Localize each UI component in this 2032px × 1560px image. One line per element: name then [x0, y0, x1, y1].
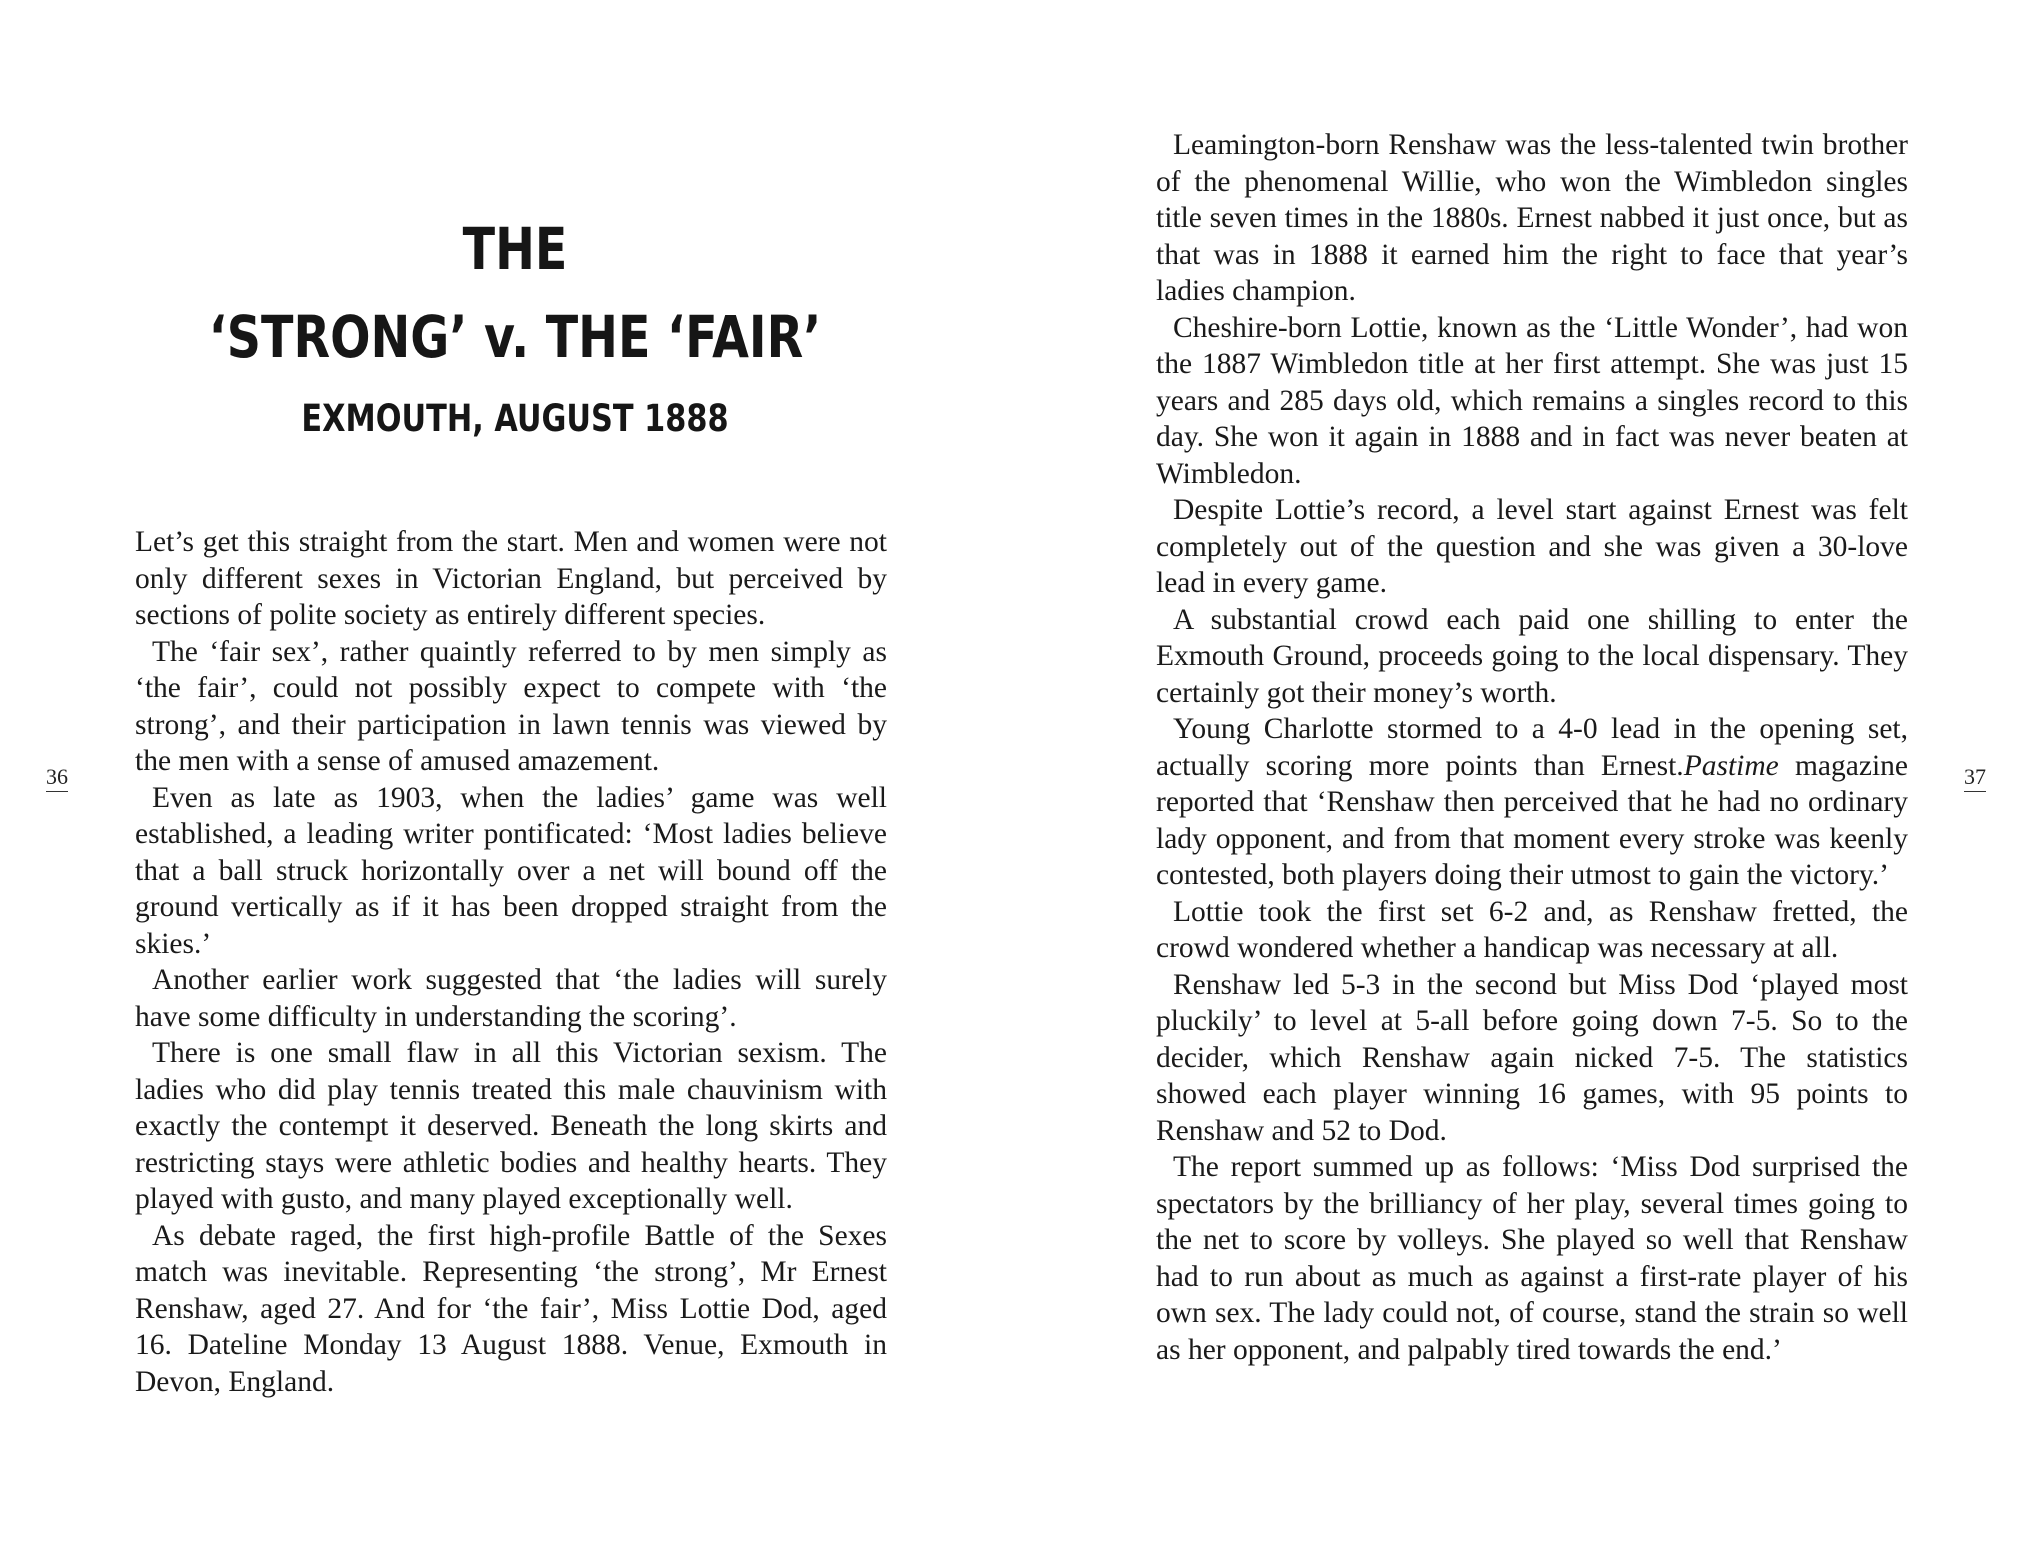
paragraph: A substantial crowd each paid one shilling to enter the Exmouth Ground, proceeds going to the local dispensary. They certainly got their money’s worth.	[1156, 603, 1908, 709]
page-number-right: 37	[1964, 764, 1986, 792]
magazine-title: Pastime	[1683, 749, 1779, 782]
paragraph: Despite Lottie’s record, a level start against Ernest was felt completely out of the question and she was given a 30-love lead in every game.	[1156, 494, 1908, 599]
paragraph: Renshaw led 5-3 in the second but Miss Dod ‘played most pluckily’ to level at 5-all before going down 7-5. So to the decider, which Renshaw again nicked 7-5. The statistics showed each player winning 16 games, with 95 points to Renshaw and 52 to Dod.	[1156, 968, 1908, 1147]
page-number-left: 36	[46, 764, 68, 792]
left-body-text	[135, 524, 887, 1400]
chapter-title	[203, 205, 826, 381]
chapter-title-line-2: ‘STRONG’ v. THE ‘FAIR’	[208, 303, 822, 371]
paragraph: The ‘fair sex’, rather quaintly referred to by men simply as ‘the fair’, could not possibly expect to compete with ‘the strong’, and their participation in lawn tennis was viewed by the men with a sense of amused amazement.	[135, 635, 887, 777]
chapter-subtitle: EXMOUTH, AUGUST 1888	[301, 397, 729, 440]
paragraph: As debate raged, the first high-profile Battle of the Sexes match was inevitable. Representing ‘the strong’, Mr Ernest Renshaw, aged 27. And for ‘the fair’, Miss Lottie Dod, aged 16. Dateline Monday 13 August 1888. Venue, Exmouth in Devon, England.	[135, 1219, 887, 1398]
chapter-heading	[135, 205, 895, 443]
paragraph: Lottie took the first set 6-2 and, as Renshaw fretted, the crowd wondered whether a handicap was necessary at all.	[1156, 895, 1908, 964]
paragraph: Another earlier work suggested that ‘the ladies will surely have some difficulty in understanding the scoring’.	[135, 964, 887, 1033]
paragraph-with-italic	[1156, 711, 1908, 894]
paragraph: Even as late as 1903, when the ladies’ game was well established, a leading writer pontificated: ‘Most ladies believe that a ball struck horizontally over a net will bound off the ground vertically as if it has been dropped straight from the skies.’	[135, 781, 887, 960]
paragraph: Leamington-born Renshaw was the less-talented twin brother of the phenomenal Willie, who won the Wimbledon singles title seven times in the 1880s. Ernest nabbed it just once, but as that was in 1888 it earned him the right to face that year’s ladies champion.	[1156, 129, 1908, 307]
paragraph-text: magazine reported that ‘Renshaw then perceived that he had no ordinary lady opponent, and from that moment every stroke was keenly contested, both players doing their utmost to gain the victory.’	[1156, 749, 1908, 891]
paragraph: The report summed up as follows: ‘Miss Dod surprised the spectators by the brilliancy of her play, several times going to the net to score by volleys. She played so well that Renshaw had to run about as much as against a first-rate player of his own sex. The lady could not, of course, stand the strain so well as her opponent, and palpably tired towards the end.’	[1156, 1151, 1908, 1366]
paragraph: Cheshire-born Lottie, known as the ‘Little Wonder’, had won the 1887 Wimbledon title at her first attempt. She was just 15 years and 285 days old, which remains a singles record to this day. She won it again in 1888 and in fact was never beaten at Wimbledon.	[1156, 311, 1908, 490]
chapter-title-line-1: THE	[462, 215, 568, 283]
paragraph-text: Young Charlotte stormed to a 4-0 lead in the opening set, actually scoring more points than Ernest.	[1156, 713, 1908, 782]
right-body-text	[1156, 127, 1908, 1368]
paragraph: There is one small flaw in all this Victorian sexism. The ladies who did play tennis treated this male chauvinism with exactly the contempt it deserved. Beneath the long skirts and restricting stays were athletic bodies and healthy hearts. They played with gusto, and many played exceptionally well.	[135, 1037, 887, 1215]
paragraph: Let’s get this straight from the start. Men and women were not only different sexes in Victorian England, but perceived by sections of polite society as entirely different species.	[135, 526, 887, 631]
